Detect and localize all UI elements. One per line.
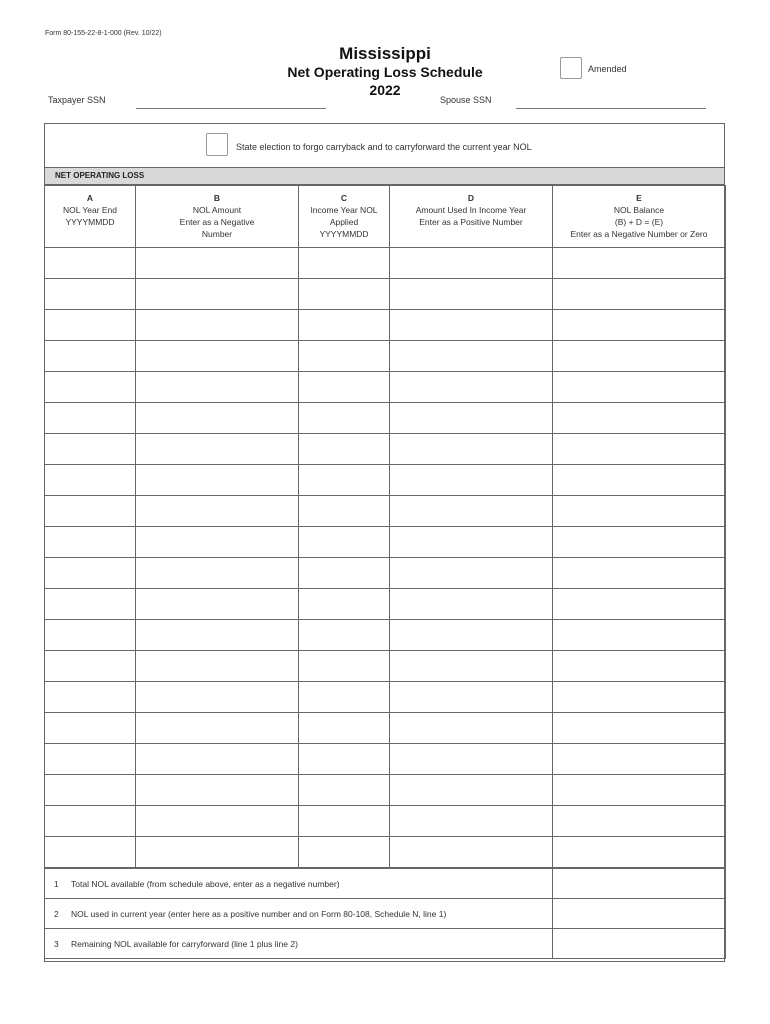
table-row	[45, 279, 726, 310]
cell-column-a[interactable]	[45, 372, 136, 403]
cell-column-e[interactable]	[553, 434, 726, 465]
table-row	[45, 527, 726, 558]
cell-column-c[interactable]	[299, 310, 390, 341]
cell-column-d[interactable]	[390, 248, 553, 279]
cell-column-c[interactable]	[299, 341, 390, 372]
cell-column-b[interactable]	[136, 310, 299, 341]
column-header-text: Enter as a Positive Number	[419, 217, 523, 227]
cell-column-c[interactable]	[299, 372, 390, 403]
line-number: 1	[54, 878, 59, 889]
form-number: Form 80-155-22-8-1-000 (Rev. 10/22)	[45, 30, 162, 37]
cell-column-e[interactable]	[553, 372, 726, 403]
cell-column-e[interactable]	[553, 465, 726, 496]
cell-column-e[interactable]	[553, 806, 726, 837]
table-row	[45, 837, 726, 868]
amended-checkbox[interactable]	[560, 57, 582, 79]
spouse-ssn-field[interactable]	[516, 96, 706, 109]
cell-column-e[interactable]	[553, 682, 726, 713]
cell-column-b[interactable]	[136, 558, 299, 589]
cell-column-d[interactable]	[390, 558, 553, 589]
cell-column-c[interactable]	[299, 651, 390, 682]
table-row	[45, 465, 726, 496]
amended-label: Amended	[588, 64, 627, 74]
cell-column-a[interactable]	[45, 744, 136, 775]
table-row	[45, 310, 726, 341]
cell-column-a[interactable]	[45, 837, 136, 868]
table-row	[45, 775, 726, 806]
cell-column-d[interactable]	[390, 651, 553, 682]
totals-table	[44, 868, 726, 959]
cell-column-e[interactable]	[553, 651, 726, 682]
cell-column-d[interactable]	[390, 682, 553, 713]
cell-column-d[interactable]	[390, 527, 553, 558]
cell-column-a[interactable]	[45, 651, 136, 682]
column-header-d	[390, 186, 553, 248]
cell-column-e[interactable]	[553, 744, 726, 775]
column-header-text: (B) + D = (E)	[614, 217, 664, 227]
cell-column-b[interactable]	[136, 713, 299, 744]
column-header-text: NOL Amount	[192, 205, 242, 215]
cell-column-a[interactable]	[45, 341, 136, 372]
cell-column-e[interactable]	[553, 341, 726, 372]
column-header-text: YYYYMMDD	[319, 229, 369, 239]
cell-column-a[interactable]	[45, 527, 136, 558]
cell-column-a[interactable]	[45, 279, 136, 310]
cell-column-d[interactable]	[390, 806, 553, 837]
cell-column-c[interactable]	[299, 527, 390, 558]
cell-column-d[interactable]	[390, 589, 553, 620]
table-row	[45, 651, 726, 682]
cell-column-c[interactable]	[299, 465, 390, 496]
cell-column-d[interactable]	[390, 620, 553, 651]
total-line-label	[45, 869, 553, 899]
total-line-2	[45, 899, 726, 929]
cell-column-e[interactable]	[553, 403, 726, 434]
taxpayer-ssn-field[interactable]	[136, 96, 326, 109]
cell-column-b[interactable]	[136, 837, 299, 868]
total-line-1	[45, 869, 726, 899]
cell-column-d[interactable]	[390, 372, 553, 403]
table-row	[45, 434, 726, 465]
column-header-text: Enter as a Negative	[179, 217, 255, 227]
cell-column-e[interactable]	[553, 248, 726, 279]
table-row	[45, 341, 726, 372]
cell-column-c[interactable]	[299, 434, 390, 465]
cell-column-a[interactable]	[45, 465, 136, 496]
cell-column-a[interactable]	[45, 248, 136, 279]
cell-column-b[interactable]	[136, 403, 299, 434]
table-row	[45, 496, 726, 527]
cell-column-c[interactable]	[299, 248, 390, 279]
cell-column-b[interactable]	[136, 775, 299, 806]
table-row	[45, 744, 726, 775]
table-row	[45, 372, 726, 403]
cell-column-d[interactable]	[390, 744, 553, 775]
cell-column-a[interactable]	[45, 806, 136, 837]
column-letter: E	[636, 193, 642, 203]
total-line-3	[45, 929, 726, 959]
cell-column-c[interactable]	[299, 682, 390, 713]
cell-column-b[interactable]	[136, 651, 299, 682]
column-header-text: NOL Year End	[62, 205, 118, 215]
nol-table	[44, 185, 726, 868]
column-header-text: Enter as a Negative Number or Zero	[570, 229, 708, 239]
table-row	[45, 713, 726, 744]
cell-column-a[interactable]	[45, 558, 136, 589]
table-row	[45, 248, 726, 279]
cell-column-b[interactable]	[136, 527, 299, 558]
cell-column-c[interactable]	[299, 496, 390, 527]
cell-column-a[interactable]	[45, 713, 136, 744]
cell-column-c[interactable]	[299, 279, 390, 310]
cell-column-a[interactable]	[45, 682, 136, 713]
total-line-label	[45, 929, 553, 959]
cell-column-b[interactable]	[136, 248, 299, 279]
cell-column-c[interactable]	[299, 558, 390, 589]
total-line-label	[45, 899, 553, 929]
cell-column-a[interactable]	[45, 310, 136, 341]
cell-column-a[interactable]	[45, 775, 136, 806]
cell-column-e[interactable]	[553, 310, 726, 341]
cell-column-c[interactable]	[299, 620, 390, 651]
cell-column-e[interactable]	[553, 837, 726, 868]
table-row	[45, 558, 726, 589]
cell-column-a[interactable]	[45, 403, 136, 434]
cell-column-d[interactable]	[390, 403, 553, 434]
cell-column-d[interactable]	[390, 341, 553, 372]
line-text: Remaining NOL available for carryforward (line 1 plus line 2)	[71, 938, 298, 949]
cell-column-b[interactable]	[136, 465, 299, 496]
cell-column-b[interactable]	[136, 682, 299, 713]
column-header-e	[553, 186, 726, 248]
column-letter: A	[86, 193, 94, 203]
total-line-value[interactable]	[553, 869, 726, 899]
column-header-text: Amount Used In Income Year	[415, 205, 527, 215]
column-header-a	[45, 186, 136, 248]
column-header-text: Number	[201, 229, 233, 239]
column-letter: D	[467, 193, 475, 203]
table-row	[45, 403, 726, 434]
table-row	[45, 589, 726, 620]
cell-column-c[interactable]	[299, 403, 390, 434]
column-header-text: Applied	[329, 217, 359, 227]
column-header-c	[299, 186, 390, 248]
cell-column-e[interactable]	[553, 620, 726, 651]
cell-column-b[interactable]	[136, 620, 299, 651]
cell-column-c[interactable]	[299, 775, 390, 806]
total-line-value[interactable]	[553, 899, 726, 929]
cell-column-b[interactable]	[136, 744, 299, 775]
cell-column-e[interactable]	[553, 279, 726, 310]
column-header-text: NOL Balance	[613, 205, 665, 215]
cell-column-b[interactable]	[136, 434, 299, 465]
table-row	[45, 620, 726, 651]
cell-column-b[interactable]	[136, 279, 299, 310]
election-checkbox[interactable]	[206, 133, 228, 156]
table-row	[45, 806, 726, 837]
line-number: 2	[54, 908, 59, 919]
form-title: Net Operating Loss Schedule	[287, 64, 483, 80]
column-header-text: YYYYMMDD	[65, 217, 115, 227]
cell-column-d[interactable]	[390, 310, 553, 341]
column-header-text: Income Year NOL	[310, 205, 378, 215]
cell-column-c[interactable]	[299, 837, 390, 868]
tax-year: 2022	[369, 82, 401, 98]
cell-column-a[interactable]	[45, 589, 136, 620]
cell-column-b[interactable]	[136, 496, 299, 527]
cell-column-d[interactable]	[390, 713, 553, 744]
cell-column-b[interactable]	[136, 372, 299, 403]
cell-column-e[interactable]	[553, 775, 726, 806]
cell-column-b[interactable]	[136, 806, 299, 837]
taxpayer-ssn-label: Taxpayer SSN	[48, 95, 106, 105]
cell-column-b[interactable]	[136, 589, 299, 620]
cell-column-c[interactable]	[299, 744, 390, 775]
cell-column-d[interactable]	[390, 837, 553, 868]
cell-column-e[interactable]	[553, 558, 726, 589]
table-row	[45, 682, 726, 713]
cell-column-e[interactable]	[553, 496, 726, 527]
cell-column-d[interactable]	[390, 434, 553, 465]
cell-column-a[interactable]	[45, 496, 136, 527]
nol-rows	[45, 248, 726, 868]
column-header-row	[45, 186, 726, 248]
column-letter: B	[213, 193, 221, 203]
cell-column-c[interactable]	[299, 713, 390, 744]
cell-column-a[interactable]	[45, 434, 136, 465]
total-line-value[interactable]	[553, 929, 726, 959]
state-title: Mississippi	[339, 44, 431, 63]
cell-column-e[interactable]	[553, 527, 726, 558]
cell-column-d[interactable]	[390, 775, 553, 806]
cell-column-c[interactable]	[299, 806, 390, 837]
column-header-b	[136, 186, 299, 248]
cell-column-d[interactable]	[390, 279, 553, 310]
cell-column-c[interactable]	[299, 589, 390, 620]
spouse-ssn-label: Spouse SSN	[440, 95, 492, 105]
cell-column-b[interactable]	[136, 341, 299, 372]
line-number: 3	[54, 938, 59, 949]
cell-column-d[interactable]	[390, 496, 553, 527]
cell-column-a[interactable]	[45, 620, 136, 651]
section-header: NET OPERATING LOSS	[45, 167, 724, 185]
cell-column-e[interactable]	[553, 713, 726, 744]
cell-column-d[interactable]	[390, 465, 553, 496]
line-text: NOL used in current year (enter here as a positive number and on Form 80-108, Schedule N, line 1)	[71, 908, 447, 919]
line-text: Total NOL available (from schedule above, enter as a negative number)	[71, 878, 340, 889]
column-letter: C	[340, 193, 348, 203]
election-label: State election to forgo carryback and to carryforward the current year NOL	[236, 142, 532, 152]
cell-column-e[interactable]	[553, 589, 726, 620]
